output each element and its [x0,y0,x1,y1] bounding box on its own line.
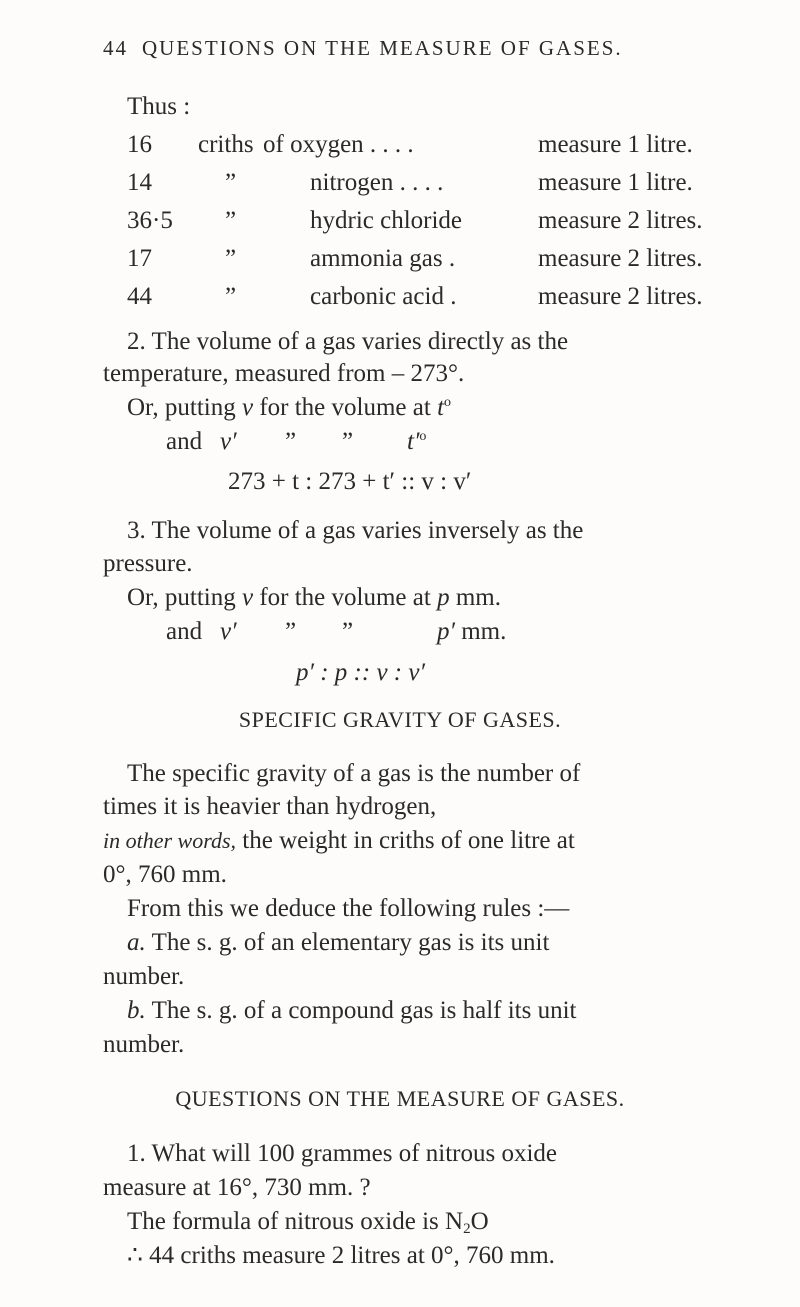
degree-mark: o [444,395,452,410]
sg-para-line4: 0°, 760 mm. [103,861,227,888]
row-qty: 14 [127,169,152,196]
ditto-mark: ” [285,428,297,455]
table-row [0,246,800,276]
thus-label: Thus : [127,93,191,120]
law3-line1: 3. The volume of a gas varies inversely as the [127,517,584,544]
ditto-mark: ” [342,618,354,645]
row-qty: 17 [127,245,152,272]
row-measure: measure 2 litres. [538,207,703,234]
degree-mark: o [419,429,427,444]
var-p: p [437,584,450,611]
rule-b-line1: b. The s. g. of a compound gas is half its unit [127,997,577,1024]
running-title: QUESTIONS ON THE MEASURE OF GASES. [142,36,623,60]
var-v: v [241,584,254,611]
row-substance: ammonia gas . [310,245,456,272]
rule-a-line2: number. [103,963,185,990]
table-row [0,284,800,314]
var-t: t [437,394,445,421]
formula-line: The formula of nitrous oxide is $N_2O$ [127,1208,489,1237]
law2-line1: 2. The volume of a gas varies directly as the [127,328,569,355]
law2-formula: 273 + t : 273 + t′ :: v : v′ [228,468,472,495]
row-ditto: ” [225,245,237,272]
row-substance: hydric chloride [310,207,463,234]
therefore-line: ∴ 44 criths measure 2 litres at 0°, 760 mm. [127,1242,555,1269]
page-number: 44 [103,36,128,60]
row-ditto: ” [225,169,237,196]
row-measure: measure 1 litre. [538,131,693,158]
page-header [103,36,763,61]
var-v-prime: v′ [220,618,237,645]
law2-putting: Or, putting v for the volume at $t^o$ [127,394,452,421]
law2-line2: temperature, measured from – 273°. [103,360,465,387]
sg-rules-intro: From this we deduce the following rules :— [127,895,570,922]
ditto-mark: ” [285,618,297,645]
row-qty: 36·5 [127,207,173,234]
row-qty: 16 [127,131,152,158]
section-heading-questions: QUESTIONS ON THE MEASURE OF GASES. [175,1086,625,1111]
var-v: v [241,394,254,421]
question-1-line1: 1. What will 100 grammes of nitrous oxide [127,1140,558,1167]
row-ditto: ” [225,207,237,234]
sg-para-line3: in other words, the weight in criths of one litre at [103,827,575,854]
row-substance: nitrogen . . . . [310,169,444,196]
var-v-prime: v′ [220,428,237,455]
sg-para-line2: times it is heavier than hydrogen, [103,793,437,820]
table-row [0,208,800,238]
row-ditto: ” [225,283,237,310]
row-substance: of oxygen . . . . [263,131,414,158]
rule-a-line1: a. The s. g. of an elementary gas is its unit [127,929,550,956]
table-row [0,132,800,162]
section-heading-specific-gravity: SPECIFIC GRAVITY OF GASES. [238,707,562,732]
row-measure: measure 2 litres. [538,245,703,272]
var-p-prime: p′ [437,618,455,645]
sg-para-line1: The specific gravity of a gas is the number of [127,760,581,787]
question-1-line2: measure at 16°, 730 mm. ? [103,1174,371,1201]
row-qty: 44 [127,283,152,310]
table-row [0,170,800,200]
law3-line2: pressure. [103,550,193,577]
rule-b-line2: number. [103,1031,185,1058]
row-measure: measure 2 litres. [538,283,703,310]
ditto-mark: ” [342,428,354,455]
row-measure: measure 1 litre. [538,169,693,196]
law3-and: and v′ ” ” p′ mm. [166,618,507,645]
row-unit: criths [198,131,254,158]
law3-formula: p′ : p :: v : v′ [296,659,425,686]
row-substance: carbonic acid . [310,283,457,310]
law3-putting: Or, putting v for the volume at p mm. [127,584,501,611]
law2-and: and v′ ” ” $t'^o$ [166,428,427,455]
var-t-prime: t′ [407,428,420,455]
